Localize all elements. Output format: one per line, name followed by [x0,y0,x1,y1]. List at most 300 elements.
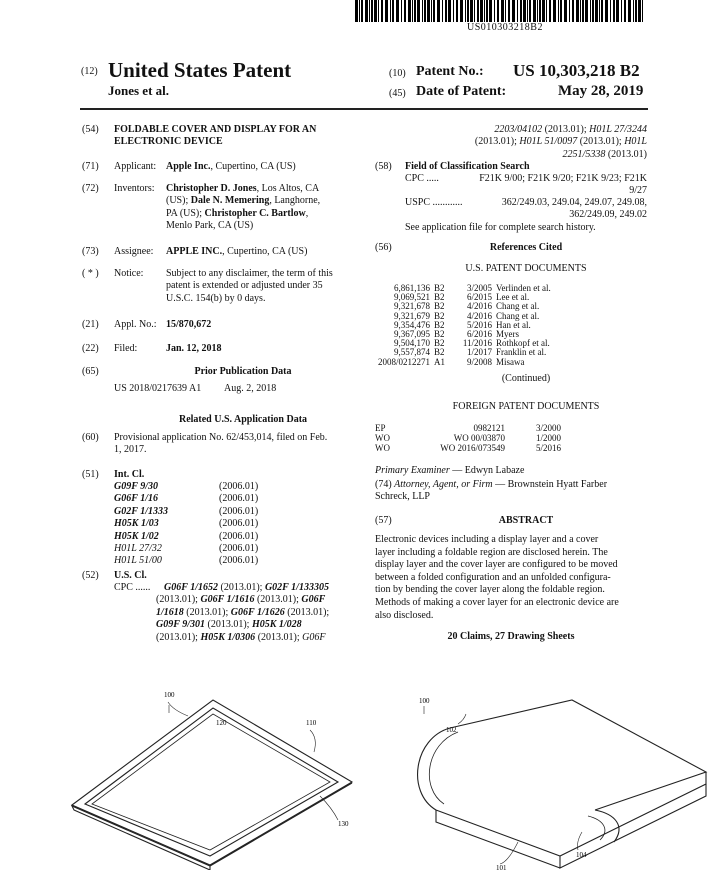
text-segment: H05K 1/0306 [200,631,256,643]
int-cl-version: (2006.01) [219,555,259,567]
applicant-label: Applicant: [114,161,157,172]
barcode-bar [465,0,466,22]
attorney-label: Attorney, Agent, or Firm [394,479,493,490]
code-12: (12) [81,66,98,77]
barcode-bar [642,0,643,22]
int-cl-code: H01L 27/32 [114,543,162,555]
attorney-line: — Brownstein Hyatt Farber [492,479,608,490]
examiner-label: Primary Examiner [375,465,450,476]
us-reference-row [370,358,551,367]
code-60: (60) [82,432,99,443]
barcode-bar [529,0,531,22]
int-cl-code: H05K 1/03 [114,518,159,530]
abstract-line: layer including a foldable region are disclosed herein. The [375,546,608,558]
barcode-bar [582,0,584,22]
text-segment: 2203/04102 [494,124,543,135]
invention-title [114,124,316,149]
text-segment: , Los Altos, CA [256,183,320,194]
text-segment: G06F 1/1616 [200,594,255,606]
text-segment: (2013.01); [542,124,590,135]
barcode-bar [355,0,358,22]
inventor-line [166,220,320,232]
fold-outer-curve [418,728,450,810]
leader-101 [500,842,518,864]
barcode-bar [365,0,368,22]
fold-curl-inner [588,816,605,840]
filed-value: Jan. 12, 2018 [166,343,222,354]
barcode-bar [467,0,469,22]
folded-outline [418,700,706,868]
ref-number: 9,354,476 [394,319,430,330]
leader-102 [458,714,466,724]
code-57: (57) [375,515,392,526]
text-segment: (2013.01); [255,631,303,643]
barcode-bar [374,0,377,22]
text-segment: (2013.01); [474,136,520,148]
ref-number: WO 00/03870 [453,433,505,443]
us-cl-line [156,594,329,606]
text-segment: G06F 1/1652 [164,582,218,593]
barcode-bar [564,0,567,22]
label-100: 100 [164,691,175,699]
prior-pub-number: US 2018/0217639 A1 [114,383,202,394]
ref-date: 3/2000 [535,423,561,433]
ref-inventor: Franklin et al. [496,347,547,358]
us-references [370,284,551,367]
us-cl-line [156,632,329,644]
text-segment: PA (US); [166,207,205,219]
int-cl-row [114,506,258,518]
foreign-reference-row [375,443,561,453]
ref-kind: B2 [434,329,445,340]
search-uspc-line: 362/249.09, 249.02 [569,209,647,221]
barcode-bar [558,0,559,22]
leader-110 [310,730,315,752]
notice-text [166,268,333,305]
text-segment: H01L [624,136,647,148]
barcode-bar [580,0,581,22]
ref-date: 4/2016 [466,301,492,312]
abstract-line: Electronic devices including a display layer and a cover [375,534,599,545]
barcode-bar [392,0,394,22]
barcode-bar [494,0,495,22]
int-cl-row [114,555,258,567]
barcode-bar [433,0,435,22]
ref-inventor: Chang et al. [496,301,540,312]
notice-line: patent is extended or adjusted under 35 [166,280,323,292]
barcode-bar [633,0,634,22]
int-cl-row [114,531,258,543]
ref-kind: B2 [434,310,445,321]
assignee-name: APPLE INC. [166,246,223,257]
text-segment: G06F [301,594,326,606]
examiner-line [375,465,647,477]
int-cl-row [114,481,258,493]
barcode-bar [396,0,399,22]
code-58: (58) [375,161,392,172]
text-segment: (2013.01); [183,606,231,618]
text-segment: Christopher D. Jones [166,183,257,194]
barcode-bar [605,0,608,22]
barcode-bar [381,0,383,22]
int-cl-code: G06F 1/16 [114,493,158,505]
barcode-bar [456,0,458,22]
patent-date: May 28, 2019 [558,83,644,99]
ref-date: 5/2016 [535,443,561,453]
barcode-bar [585,0,588,22]
int-cl-table [114,481,258,568]
code-21: (21) [82,319,99,330]
claims-summary: 20 Claims, 27 Drawing Sheets [447,631,575,642]
patent-number: US 10,303,218 B2 [513,61,640,80]
ref-kind: B2 [434,338,445,349]
int-cl-heading: Int. Cl. [114,469,145,480]
ref-kind: B2 [434,292,445,303]
barcode-bar [537,0,538,22]
barcode-bar [616,0,619,22]
code-74: (74) [375,479,392,490]
barcode-bar [378,0,379,22]
references-continued: (Continued) [501,373,551,384]
code-54: (54) [82,124,99,135]
ref-country: WO [375,443,390,453]
int-cl-row [114,493,258,505]
int-cl-row [114,518,258,530]
date-label: Date of Patent: [416,84,507,99]
device-bottom-edge [210,783,352,866]
search-uspc-line: 362/249.03, 249.04, 249.07, 249.08, [501,197,647,208]
code-51: (51) [82,469,99,480]
label-104: 104 [576,851,587,859]
ref-kind: B2 [434,347,445,358]
barcode-bar [635,0,637,22]
notice-line: U.S.C. 154(b) by 0 days. [166,292,266,304]
int-cl-code: G02F 1/1333 [114,505,168,517]
barcode-bar [470,0,473,22]
us-cl-heading: U.S. Cl. [114,570,147,581]
barcode-bar [624,0,626,22]
barcode-bar [480,0,483,22]
patent-title: United States Patent [108,58,292,82]
ref-inventor: Misawa [496,356,525,367]
barcode-bar [576,0,579,22]
ref-number: WO 2016/073549 [440,443,505,453]
ref-inventor: Lee et al. [496,292,530,303]
int-cl-version: (2006.01) [219,518,259,530]
int-cl-version: (2006.01) [219,530,259,542]
barcode-bar [486,0,488,22]
label-110: 110 [306,719,317,727]
ref-date: 1/2017 [466,347,492,358]
filed-label: Filed: [114,343,138,354]
cpc-cont-line [475,149,647,161]
label-100b: 100 [419,697,430,705]
code-10: (10) [389,68,406,79]
ref-number: 9,504,170 [394,338,430,349]
code-65: (65) [82,366,99,377]
provisional-line: Provisional application No. 62/453,014, filed on Feb. [114,432,328,443]
text-segment: (2013.01); [156,631,201,643]
inventors-list [166,183,320,233]
text-segment: (US); [166,195,191,207]
barcode-bar [489,0,492,22]
abstract-line: between a folded configuration and an unfolded configura- [375,571,611,583]
device-side [72,806,210,870]
folded-bottom-edge [436,772,706,856]
text-segment: H01L 51/0097 [519,136,578,148]
leader-120 [168,702,188,716]
barcode-bar [445,0,447,22]
ref-number: 9,069,521 [394,292,430,303]
ref-number: 9,557,874 [394,347,430,358]
barcode-bar [371,0,373,22]
ref-inventor: Han et al. [496,319,531,330]
title-line: ELECTRONIC DEVICE [114,136,223,148]
abstract-line: display layer and the cover layer are configured to be moved [375,559,618,571]
folded-front-side [436,810,560,868]
barcode-bar [601,0,603,22]
barcode-bar [546,0,547,22]
barcode-bar [560,0,562,22]
barcode-bar [501,0,504,22]
foreign-docs-heading: FOREIGN PATENT DOCUMENTS [452,401,600,412]
barcode-bar [442,0,443,22]
barcode-bar [431,0,432,22]
barcode-bar [508,0,510,22]
text-segment: G02F 1/133305 [264,582,329,593]
text-segment: (2013.01); [577,136,625,148]
ref-country: EP [375,423,386,433]
related-heading: Related U.S. Application Data [178,414,308,425]
code-notice: ( * ) [82,268,99,279]
abstract-line: tion by bending the cover layer along the foldable region. [375,584,605,596]
barcode-bar [572,0,574,22]
text-segment: G09F 9/301 [156,619,205,631]
us-cl-line [156,619,329,631]
barcode-bar [497,0,499,22]
ref-date: 5/2016 [466,319,492,330]
barcode-bar [369,0,370,22]
barcode-bar [590,0,591,22]
text-segment: (2013.01); [156,594,201,606]
barcode-bar [408,0,411,22]
code-72: (72) [82,183,99,194]
barcode-bar [412,0,413,22]
code-56: (56) [375,242,392,253]
title-line: FOLDABLE COVER AND DISPLAY FOR AN [114,124,317,135]
text-segment: Christopher C. Bartlow [204,207,306,219]
text-segment: (2013.01); [254,594,302,606]
int-cl-version: (2006.01) [219,493,259,505]
text-segment: (2013.01); [205,619,252,631]
ref-number: 9,321,678 [394,301,430,312]
barcode-bar [613,0,615,22]
ref-date: 4/2016 [466,310,492,321]
text-segment: (2013.01) [605,148,647,160]
int-cl-version: (2006.01) [219,543,259,555]
barcode-bar [542,0,545,22]
assignee-label: Assignee: [114,246,154,257]
ref-inventor: Rothkopf et al. [496,338,550,349]
barcode-bar [460,0,463,22]
header-rule [80,108,648,110]
ref-kind: B2 [434,319,445,330]
text-segment: H01L 27/3244 [589,124,647,135]
search-cpc-label: CPC ..... [405,173,439,184]
barcode-bar [595,0,598,22]
applicant-location: , Cupertino, CA (US) [210,161,296,172]
barcode-bar [477,0,479,22]
cpc-label: CPC ...... [114,582,151,593]
barcode-bar [361,0,363,22]
foreign-reference-row [375,433,561,443]
barcode-bar [414,0,416,22]
ref-date: 6/2015 [466,292,492,303]
int-cl-version: (2006.01) [219,505,259,517]
code-52: (52) [82,570,99,581]
barcode-bar [417,0,420,22]
barcode-bar [628,0,631,22]
int-cl-row [114,543,258,555]
figure-folded-device [400,692,718,875]
device-inner-edge [85,708,338,856]
prior-pub-date: Aug. 2, 2018 [224,383,277,394]
us-cl-line [164,582,329,594]
barcode-bar [523,0,526,22]
search-cpc-values [479,173,647,198]
inventor-short: Jones et al. [108,83,170,98]
barcode-bar [610,0,611,22]
label-102: 102 [446,726,457,734]
barcode-bar [517,0,518,22]
int-cl-code: H01L 51/00 [114,555,162,567]
barcode-bar [359,0,360,22]
label-130: 130 [338,820,349,828]
int-cl-version: (2006.01) [219,481,259,492]
attorney-line: Schreck, LLP [375,491,430,503]
ref-date: 1/2000 [535,433,561,443]
references-heading: References Cited [489,242,563,253]
assignee-location: , Cupertino, CA (US) [222,246,308,257]
int-cl-code: H05K 1/02 [114,530,159,542]
int-cl-code: G09F 9/30 [114,481,158,492]
barcode-bar [539,0,541,22]
code-71: (71) [82,161,99,172]
search-cpc-line: F21K 9/00; F21K 9/20; F21K 9/23; F21K [479,173,647,184]
prior-pub-heading: Prior Publication Data [194,366,292,377]
ref-date: 9/2008 [466,356,492,367]
barcode-bar [621,0,622,22]
label-120: 120 [216,719,227,727]
search-history-note: See application file for complete search history. [405,222,596,233]
barcode-bar [390,0,391,22]
patent-no-label: Patent No.: [416,64,484,79]
abstract-heading: ABSTRACT [498,515,554,526]
barcode-bar [533,0,536,22]
ref-kind: A1 [434,356,445,367]
search-uspc-values [479,197,647,222]
cpc-cont-line [475,124,647,136]
text-segment: Dale N. Memering [190,195,270,207]
inventors-label: Inventors: [114,183,155,194]
text-segment: G06F [302,631,326,643]
text-segment: (2013.01); [284,606,330,618]
text-segment: G06F 1/1626 [230,606,285,618]
barcode-bar [512,0,515,22]
ref-kind: B2 [434,283,445,293]
search-uspc-label: USPC ............ [405,197,463,208]
text-segment: (2013.01); [218,582,265,593]
notice-line: Subject to any disclaimer, the term of this [166,268,333,279]
folded-top-edge [450,700,706,810]
barcode-bar [401,0,402,22]
barcode-bar [437,0,440,22]
figure-flat-device [70,680,370,870]
ref-number: 2008/0212271 [377,356,430,367]
ref-number: 9,367,095 [394,329,430,340]
appl-no-value: 15/870,672 [166,319,212,330]
barcode-bar [422,0,423,22]
barcode [355,0,647,22]
barcode-bar [592,0,594,22]
barcode-bar [505,0,506,22]
ref-number: 6,861,136 [394,283,430,293]
text-segment: , Langhorne, [269,195,321,207]
barcode-bar [484,0,485,22]
field-74 [375,479,647,504]
ref-number: 0982121 [473,423,505,433]
ref-date: 3/2005 [466,283,492,293]
barcode-bar [599,0,600,22]
provisional-line: 1, 2017. [114,444,147,456]
us-cl-lines [156,582,330,644]
us-cl-line [156,607,329,619]
code-22: (22) [82,343,99,354]
abstract-text [375,534,647,622]
barcode-bar [569,0,570,22]
barcode-bar [527,0,528,22]
code-73: (73) [82,246,99,257]
cpc-continuation [475,124,647,161]
abstract-line: also disclosed. [375,609,434,621]
barcode-bar [404,0,406,22]
barcode-bar [553,0,556,22]
ref-inventor: Chang et al. [496,310,540,321]
examiner-name: — Edwyn Labaze [449,465,525,476]
cpc-cont-line [475,136,647,148]
code-45: (45) [389,88,406,99]
ref-country: WO [375,433,390,443]
ref-kind: B2 [434,301,445,312]
ref-inventor: Myers [496,329,519,340]
search-cpc-line: 9/27 [629,185,647,197]
barcode-bar [474,0,475,22]
text-segment: Menlo Park, CA (US) [166,220,254,232]
abstract-line: Methods of making a cover layer for an electronic device are [375,596,619,608]
barcode-bar [520,0,522,22]
ref-date: 11/2016 [462,338,492,349]
barcode-bar [385,0,388,22]
barcode-bar [427,0,430,22]
label-101: 101 [496,864,507,872]
notice-label: Notice: [114,268,144,279]
inventor-line [166,208,320,220]
us-docs-heading: U.S. PATENT DOCUMENTS [465,263,587,274]
inventor-line [166,195,320,207]
inventor-line [166,183,320,195]
ref-date: 6/2016 [466,329,492,340]
fold-inner-curve [429,732,458,804]
